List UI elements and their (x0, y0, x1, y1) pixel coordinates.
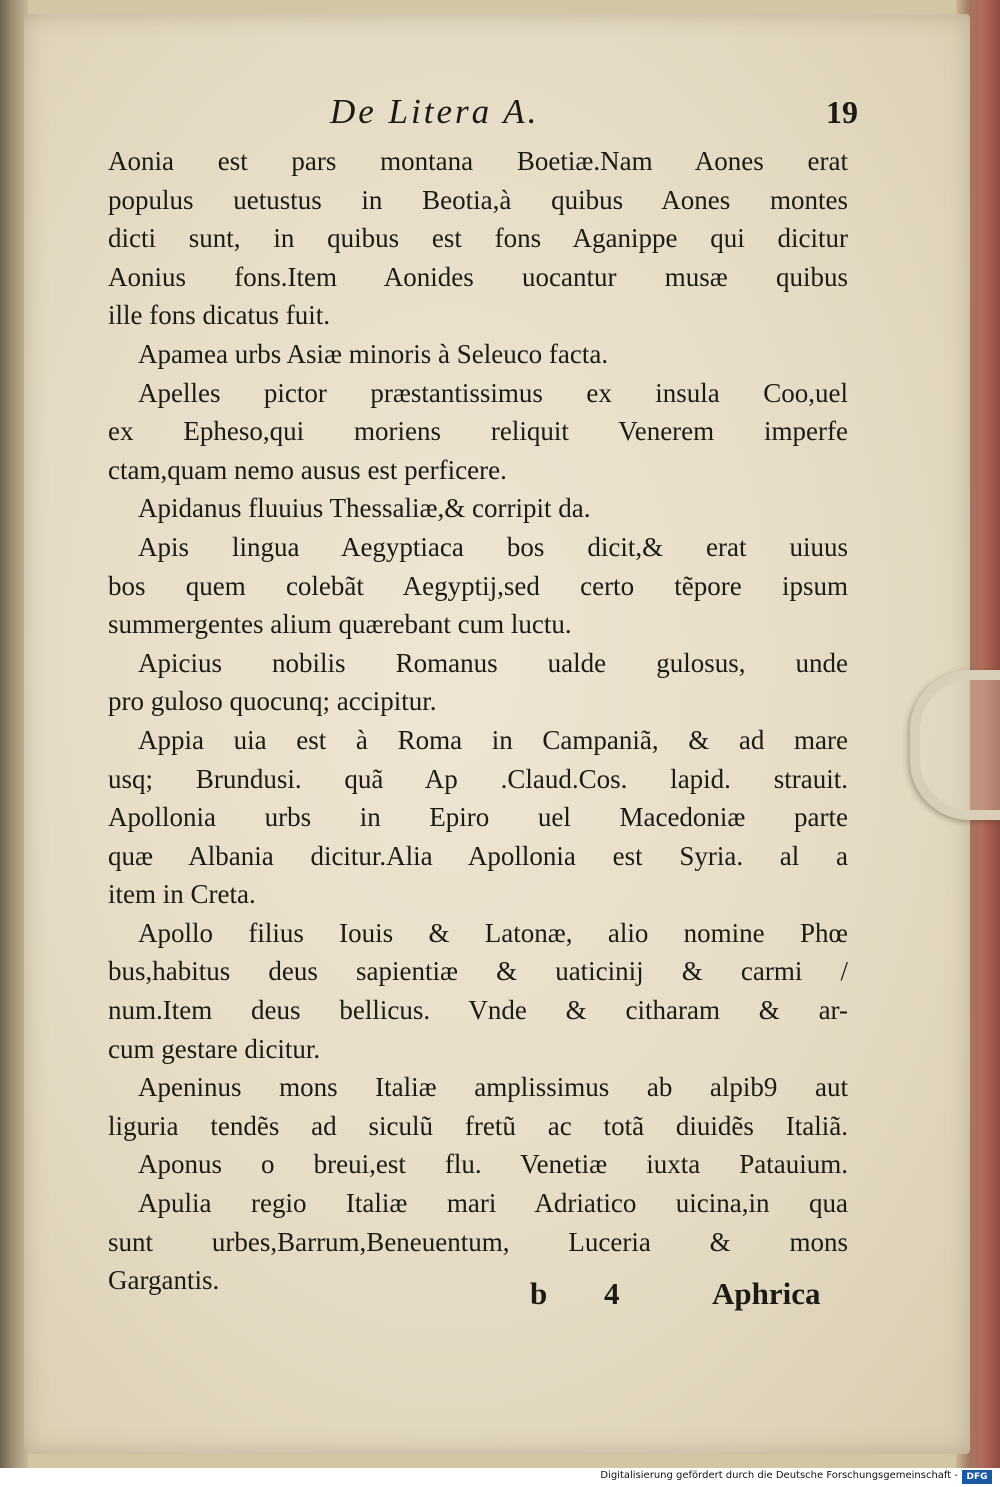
text-line: Apamea urbs Asiæ minoris à Seleuco facta. (138, 338, 609, 369)
text-line: ctam,quam nemo ausus est perficere. (108, 454, 507, 485)
text-line: bos quem colebãt Aegyptij,sed certo tẽpore ipsum (108, 570, 848, 601)
text-line: pro guloso quocunq; accipitur. (108, 686, 437, 717)
text-line: Aonia est pars montana Boetiæ.Nam Aones erat (108, 146, 848, 176)
text-line: item in Creta. (108, 879, 256, 910)
text-line: num.Item deus bellicus. Vnde & citharam & ar- (108, 995, 848, 1026)
text-line: liguria tendẽs ad siculũ fretũ ac totã diuidẽs Italiã. (108, 1110, 848, 1141)
dfg-logo-icon: DFG (962, 1470, 992, 1484)
folio-number: 19 (826, 94, 858, 130)
funding-credit: Digitalisierung gefördert durch die Deutsche Forschungsgemeinschaft - (600, 1470, 958, 1481)
text-line: sunt urbes,Barrum,Beneuentum, Luceria & mons (108, 1226, 848, 1257)
text-line: Aponus o breui,est flu. Venetiæ iuxta Patauium. (138, 1149, 848, 1180)
body-text (108, 142, 848, 1300)
text-line: usq; Brundusi. quã Ap .Claud.Cos. lapid. strauit. (108, 763, 848, 794)
text-line: dicti sunt, in quibus est fons Aganippe qui dicitur (108, 223, 848, 254)
signature-mark-letter: b (530, 1276, 548, 1311)
text-line: summergentes alium quærebant cum luctu. (108, 609, 572, 640)
text-line: Apulia regio Italiæ mari Adriatico uicina,in qua (138, 1188, 848, 1219)
text-line: Appia uia est à Roma in Campaniã, & ad mare (138, 724, 848, 755)
text-line: ex Epheso,qui moriens reliquit Venerem imperfe (108, 416, 848, 447)
text-line: Aonius fons.Item Aonides uocantur musæ quibus (108, 261, 848, 292)
page-footer (0, 1276, 1000, 1324)
text-line: Apelles pictor præstantissimus ex insula Coo,uel (138, 377, 848, 408)
running-header (0, 92, 1000, 142)
text-line: ille fons dicatus fuit. (108, 300, 330, 331)
page-clip (910, 670, 1000, 820)
text-line: populus uetustus in Beotia,à quibus Aones montes (108, 184, 848, 215)
text-line: bus,habitus deus sapientiæ & uaticinij & carmi / (108, 956, 848, 987)
text-line: Apeninus mons Italiæ amplissimus ab alpib9 aut (138, 1072, 848, 1103)
text-line: quæ Albania dicitur.Alia Apollonia est Syria. al a (108, 840, 848, 871)
text-line: cum gestare dicitur. (108, 1033, 321, 1064)
text-line: Apollonia urbs in Epiro uel Macedoniæ parte (108, 802, 848, 833)
credit-bar (0, 1468, 1000, 1487)
text-line: Gargantis. (108, 1265, 220, 1296)
text-line: Apollo filius Iouis & Latonæ, alio nomine Phœ (138, 917, 848, 948)
text-line: Apidanus fluuius Thessaliæ,& corripit da. (138, 493, 591, 524)
catchword: Aphrica (712, 1276, 821, 1311)
text-line: Apicius nobilis Romanus ualde gulosus, unde (138, 647, 848, 678)
running-title: De Litera A. (330, 92, 540, 131)
signature-mark-number: 4 (604, 1276, 620, 1311)
text-line: Apis lingua Aegyptiaca bos dicit,& erat uiuus (138, 531, 848, 562)
